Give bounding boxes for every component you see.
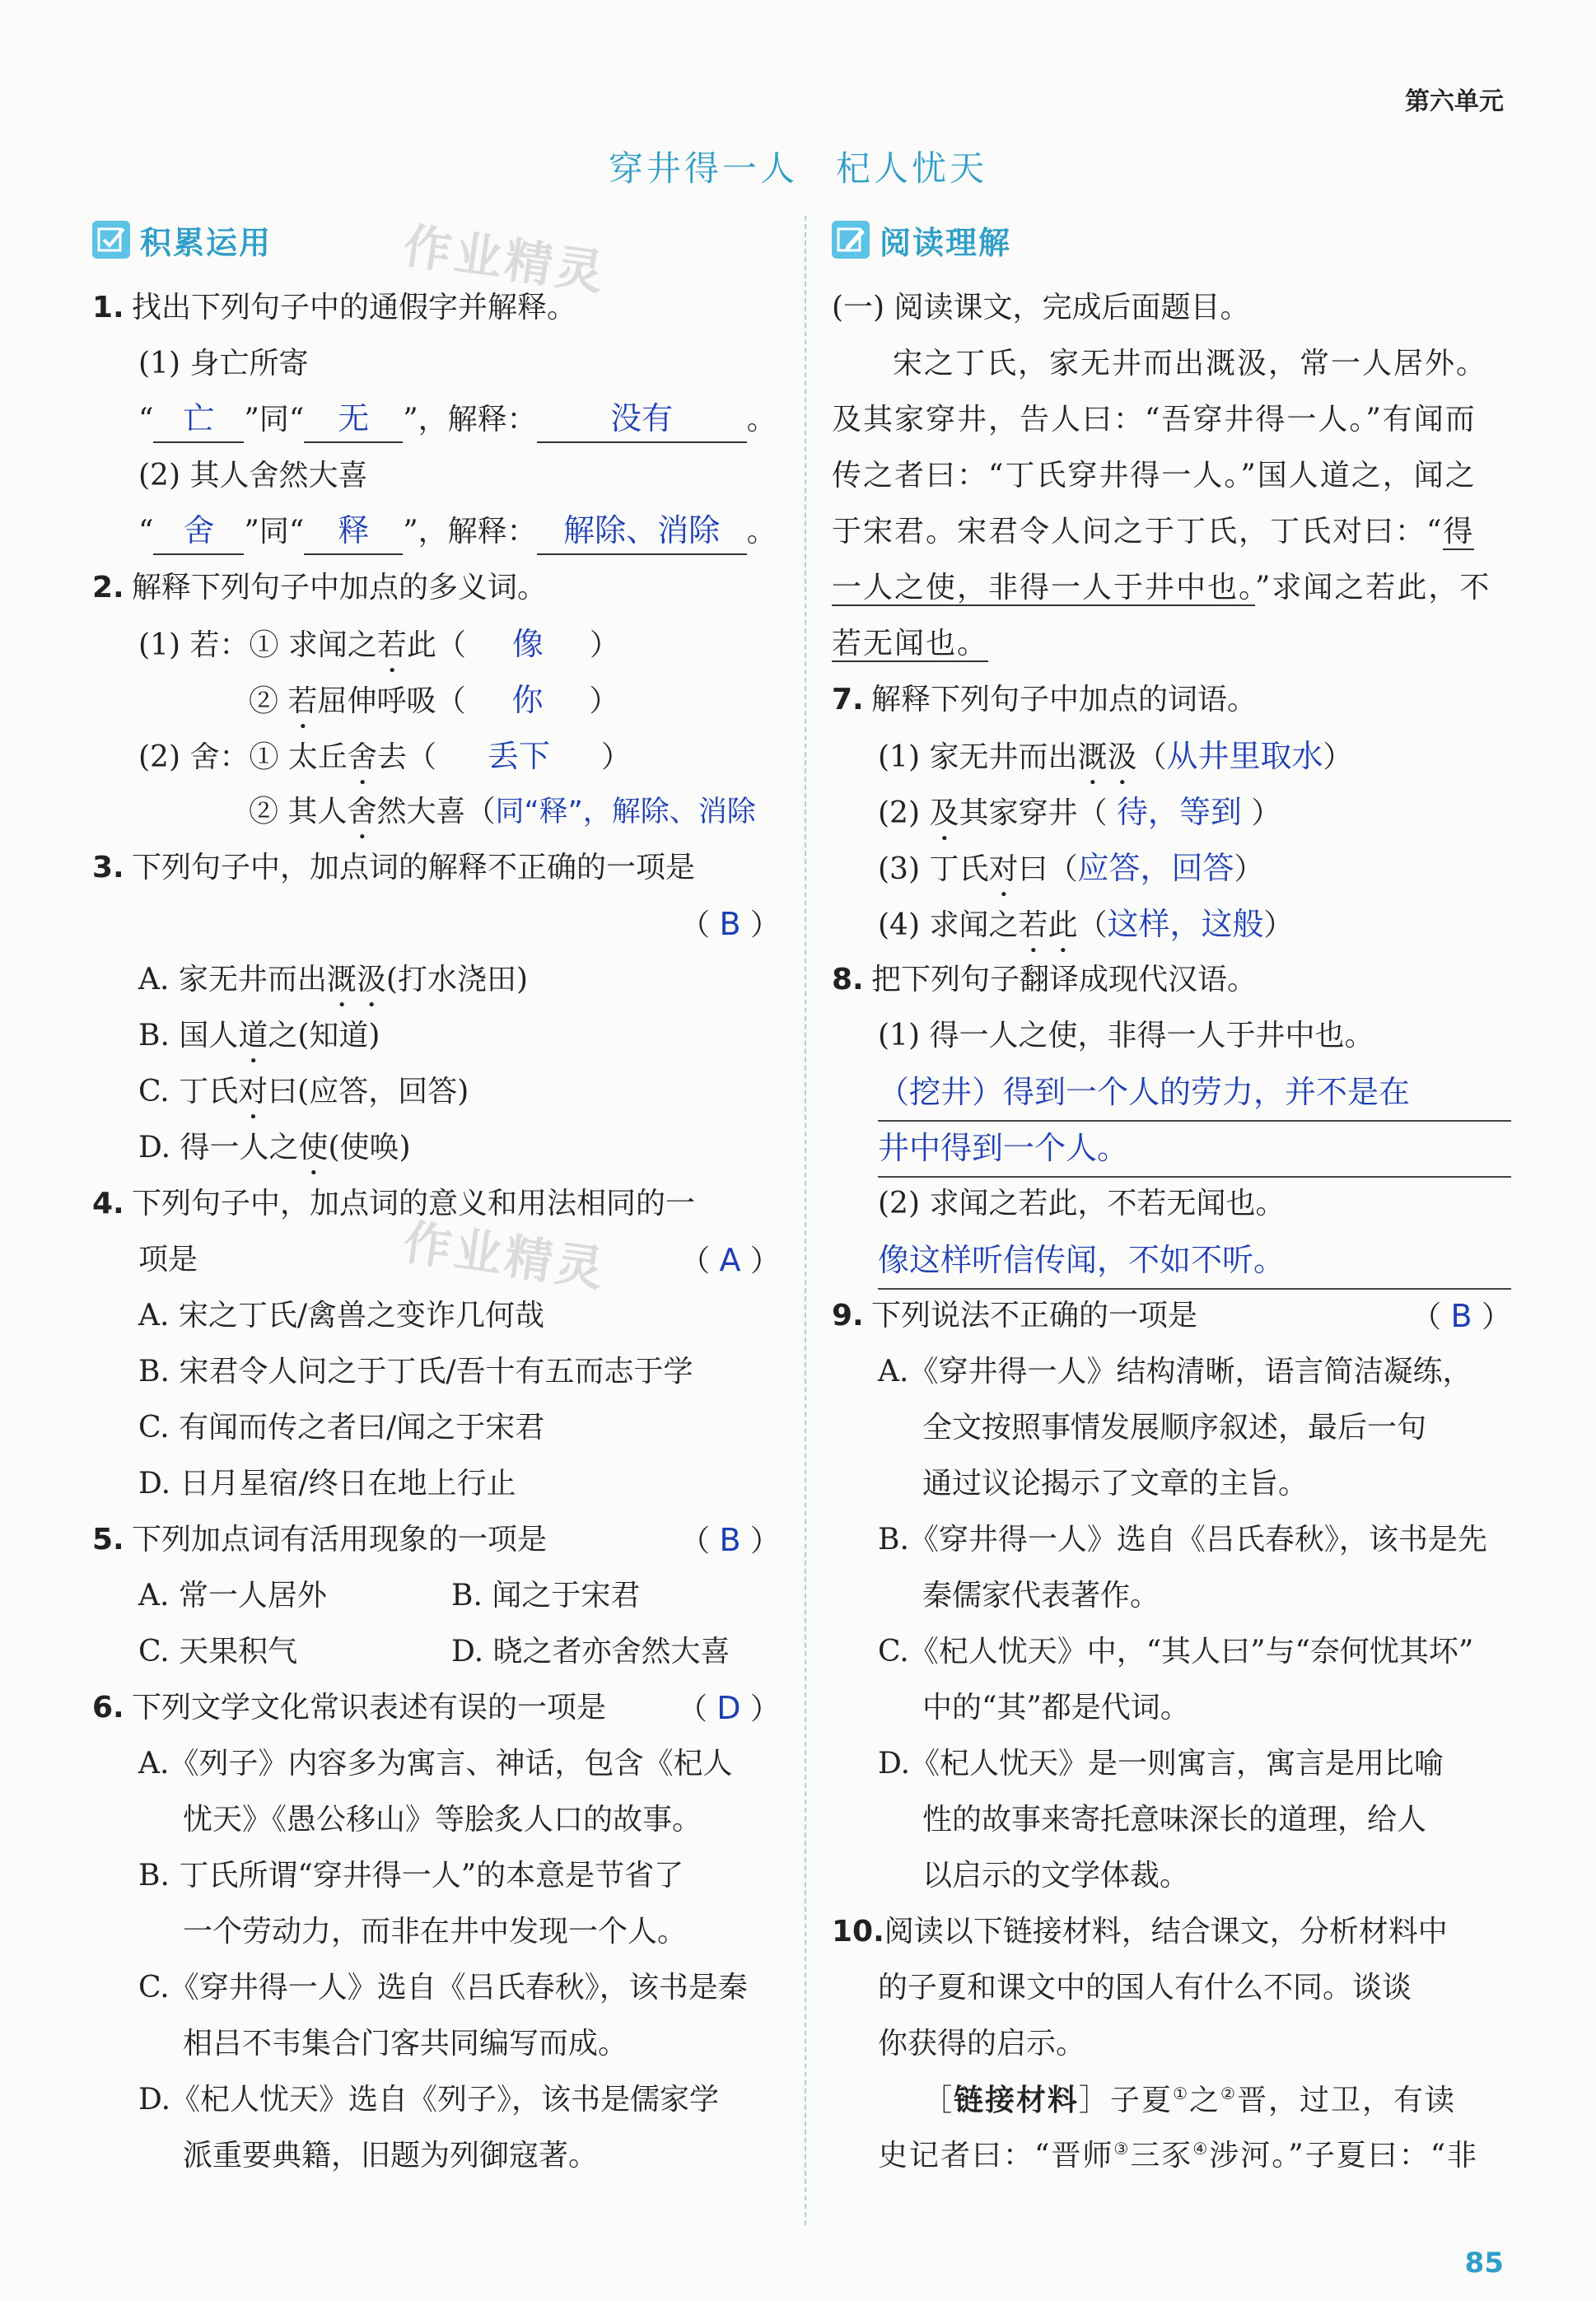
option-c: C.《杞人忧天》中，“其人曰”与“奈何忧其坏” bbox=[878, 1635, 1474, 1669]
passage-line: 宋之丁氏，家无井而出溉汲，常一人居外。 bbox=[893, 347, 1488, 380]
page-number: 85 bbox=[1464, 2247, 1504, 2280]
question-8-answer-line bbox=[832, 1232, 1511, 1288]
answer[interactable]: B bbox=[719, 1522, 741, 1558]
checkbox-icon bbox=[92, 221, 130, 259]
question-2-item: ② 若屈伸呼吸（ 你 ） bbox=[92, 672, 780, 728]
passage-line: 及其家穿井，告人曰：“吾穿井得一人。”有闻而 bbox=[832, 403, 1477, 436]
question-10-stem-cont: 的子夏和课文中的国人有什么不同。谈谈 bbox=[878, 1971, 1412, 2005]
option-a: A. 宋之丁氏/禽兽之变诈几何哉 bbox=[138, 1299, 545, 1333]
option-c: C. 天果积气 bbox=[138, 1635, 298, 1669]
question-1-answer-1: “ 亡 ”同“ 无 ”，解释： 没有 。 bbox=[92, 392, 780, 448]
question-10-stem-cont: 你获得的启示。 bbox=[878, 2027, 1086, 2061]
option-a-cont: 全文按照事情发展顺序叙述，最后一句 bbox=[922, 1411, 1427, 1445]
link-material-line: ［链接材料］子夏①之②晋，过卫，有读 bbox=[922, 2083, 1456, 2117]
answer[interactable]: B bbox=[1450, 1298, 1472, 1334]
question-2-item: (1) 若：① 求闻之若此（ 像 ） bbox=[92, 616, 780, 672]
option-d-cont: 性的故事来寄托意味深长的道理，给人 bbox=[922, 1803, 1427, 1837]
answer[interactable]: 应答，回答 bbox=[1077, 850, 1234, 886]
question-6-stem: 6. 下列文学文化常识表述有误的一项是 （ D ） bbox=[92, 1690, 780, 1726]
options-row bbox=[92, 1568, 780, 1624]
answer[interactable]: A bbox=[719, 1242, 741, 1278]
answer-blank[interactable]: 亡 bbox=[153, 395, 244, 443]
answer[interactable]: 像这样听信传闻，不如不听。 bbox=[878, 1232, 1511, 1290]
answer-blank[interactable]: 解除、消除 bbox=[537, 507, 747, 555]
option-d: D. 晓之者亦舍然大喜 bbox=[451, 1635, 730, 1669]
question-3-answer-row: （ B ） bbox=[680, 906, 780, 942]
option-a: A. 家无井而出溉汲(打水浇田) bbox=[138, 963, 528, 996]
question-7-stem: 7. 解释下列句子中加点的词语。 bbox=[832, 683, 1258, 716]
answer-blank[interactable]: 没有 bbox=[537, 395, 747, 443]
question-3-stem: 3. 下列句子中，加点词的解释不正确的一项是 bbox=[92, 851, 696, 884]
option-d: D. 日月星宿/终日在地上行止 bbox=[138, 1467, 516, 1501]
option-c: C. 丁氏对曰(应答，回答) bbox=[138, 1075, 469, 1108]
answer[interactable]: 井中得到一个人。 bbox=[878, 1120, 1511, 1178]
option-d-cont: 以启示的文学体裁。 bbox=[922, 1859, 1190, 1893]
pencil-icon bbox=[832, 221, 870, 259]
option-a: A.《列子》内容多为寓言、神话，包含《杞人 bbox=[138, 1747, 733, 1781]
link-material-label: 链接材料 bbox=[954, 2083, 1080, 2117]
watermark: 作业精灵 bbox=[399, 217, 610, 301]
question-8-answer-line bbox=[832, 1064, 1511, 1120]
option-b: B.《穿井得一人》选自《吕氏春秋》，该书是先 bbox=[878, 1523, 1487, 1557]
option-c: C.《穿井得一人》选自《吕氏春秋》，该书是秦 bbox=[138, 1971, 748, 2005]
unit-label: 第六单元 bbox=[1405, 87, 1504, 116]
question-10-stem: 10.阅读以下链接材料，结合课文，分析材料中 bbox=[832, 1915, 1448, 1949]
option-b: B. 丁氏所谓“穿井得一人”的本意是节省了 bbox=[138, 1859, 684, 1893]
option-c-cont: 中的“其”都是代词。 bbox=[922, 1691, 1190, 1725]
passage-line: 若无闻也。 bbox=[832, 627, 989, 660]
question-2-item: ② 其人舍然大喜（同“释”，解除、消除 bbox=[249, 795, 756, 828]
reading-intro: (一) 阅读课文，完成后面题目。 bbox=[832, 291, 1250, 324]
question-4-stem-cont: 项是 （ A ） bbox=[138, 1242, 780, 1278]
option-b-cont: 秦儒家代表著作。 bbox=[922, 1579, 1160, 1613]
answer[interactable]: 丢下 bbox=[487, 738, 550, 774]
option-a-cont: 忧天》《愚公移山》等脍炙人口的故事。 bbox=[183, 1803, 702, 1837]
option-b: B. 国人道之(知道) bbox=[138, 1019, 380, 1052]
option-d: D.《杞人忧天》是一则寓言，寓言是用比喻 bbox=[878, 1747, 1444, 1781]
question-1-sentence-2: (2) 其人舍然大喜 bbox=[138, 459, 368, 492]
question-9-stem: 9. 下列说法不正确的一项是 （ B ） bbox=[832, 1298, 1511, 1334]
question-7-item: (1) 家无井而出溉汲（从井里取水） bbox=[878, 738, 1353, 774]
answer[interactable]: 待，等到 bbox=[1116, 794, 1242, 830]
question-4-stem: 4. 下列句子中，加点词的意义和用法相同的一 bbox=[92, 1187, 696, 1221]
page-title: 穿井得一人 杞人忧天 bbox=[608, 148, 987, 189]
option-b-cont: 一个劳动力，而非在井中发现一个人。 bbox=[183, 1915, 688, 1949]
section-header-reading bbox=[832, 218, 1011, 261]
section-title: 积累运用 bbox=[140, 224, 273, 261]
question-7-item: (4) 求闻之若此（这样，这般） bbox=[878, 906, 1294, 942]
link-material-line: 史记者曰：“晋师③三豕④涉河。”子夏曰：“非 bbox=[878, 2139, 1479, 2173]
section-title: 阅读理解 bbox=[880, 224, 1012, 261]
question-1-sentence-1: (1) 身亡所寄 bbox=[138, 347, 309, 380]
answer[interactable]: 同“释”，解除、消除 bbox=[495, 796, 756, 828]
question-2-stem: 2. 解释下列句子中加点的多义词。 bbox=[92, 571, 548, 604]
passage-line: 一人之使，非得一人于井中也。”求闻之若此，不 bbox=[832, 571, 1491, 604]
question-1-answer-2: “ 舍 ”同“ 释 ”，解释： 解除、消除 。 bbox=[92, 504, 780, 560]
answer-blank[interactable]: 释 bbox=[304, 507, 403, 555]
question-7-item: (2) 及其家穿井（ 待，等到 ） bbox=[878, 794, 1281, 830]
passage-line: 于宋君。宋君令人问之于丁氏，丁氏对曰：“得 bbox=[832, 515, 1475, 548]
option-a: A.《穿井得一人》结构清晰，语言简洁凝练， bbox=[878, 1355, 1472, 1389]
option-c: C. 有闻而传之者曰/闻之于宋君 bbox=[138, 1411, 545, 1445]
option-d-cont: 派重要典籍，旧题为列御寇著。 bbox=[183, 2139, 599, 2173]
option-c-cont: 相吕不韦集合门客共同编写而成。 bbox=[183, 2027, 628, 2061]
passage-line: 传之者曰：“丁氏穿井得一人。”国人道之，闻之 bbox=[832, 459, 1477, 492]
right-column bbox=[832, 280, 1511, 2184]
option-b: B. 宋君令人问之于丁氏/吾十有五而志于学 bbox=[138, 1355, 693, 1389]
question-8-stem: 8. 把下列句子翻译成现代汉语。 bbox=[832, 963, 1258, 996]
answer-blank[interactable]: 舍 bbox=[153, 507, 244, 555]
question-8-sentence-1: (1) 得一人之使，非得一人于井中也。 bbox=[878, 1019, 1374, 1052]
answer[interactable]: （挖井）得到一个人的劳力，并不是在 bbox=[878, 1064, 1511, 1122]
column-divider bbox=[805, 216, 806, 2225]
question-7-item: (3) 丁氏对曰（应答，回答） bbox=[878, 850, 1264, 886]
answer[interactable]: 像 bbox=[511, 626, 544, 662]
option-a: A. 常一人居外 bbox=[138, 1579, 327, 1613]
option-d: D.《杞人忧天》选自《列子》，该书是儒家学 bbox=[138, 2083, 720, 2117]
left-column bbox=[92, 280, 780, 2184]
answer[interactable]: 你 bbox=[511, 682, 544, 718]
option-a-cont: 通过议论揭示了文章的主旨。 bbox=[922, 1467, 1309, 1501]
answer[interactable]: D bbox=[716, 1690, 741, 1726]
question-5-stem: 5. 下列加点词有活用现象的一项是 （ B ） bbox=[92, 1522, 780, 1558]
answer[interactable]: B bbox=[719, 906, 741, 942]
option-d: D. 得一人之使(使唤) bbox=[138, 1131, 411, 1165]
answer-blank[interactable]: 无 bbox=[304, 395, 403, 443]
question-2-item: (2) 舍：① 太丘舍去（ 丢下 ） bbox=[92, 728, 780, 784]
option-b: B. 闻之于宋君 bbox=[451, 1579, 641, 1613]
answer[interactable]: 从井里取水 bbox=[1166, 738, 1323, 774]
section-header-accumulate bbox=[92, 218, 272, 261]
answer[interactable]: 这样，这般 bbox=[1107, 906, 1264, 942]
question-8-sentence-2: (2) 求闻之若此，不若无闻也。 bbox=[878, 1187, 1286, 1221]
watermark: 作业精灵 bbox=[399, 1214, 610, 1298]
question-1-stem: 1. 找出下列句子中的通假字并解释。 bbox=[92, 291, 577, 324]
options-row bbox=[92, 1624, 780, 1680]
question-8-answer-line bbox=[832, 1120, 1511, 1176]
